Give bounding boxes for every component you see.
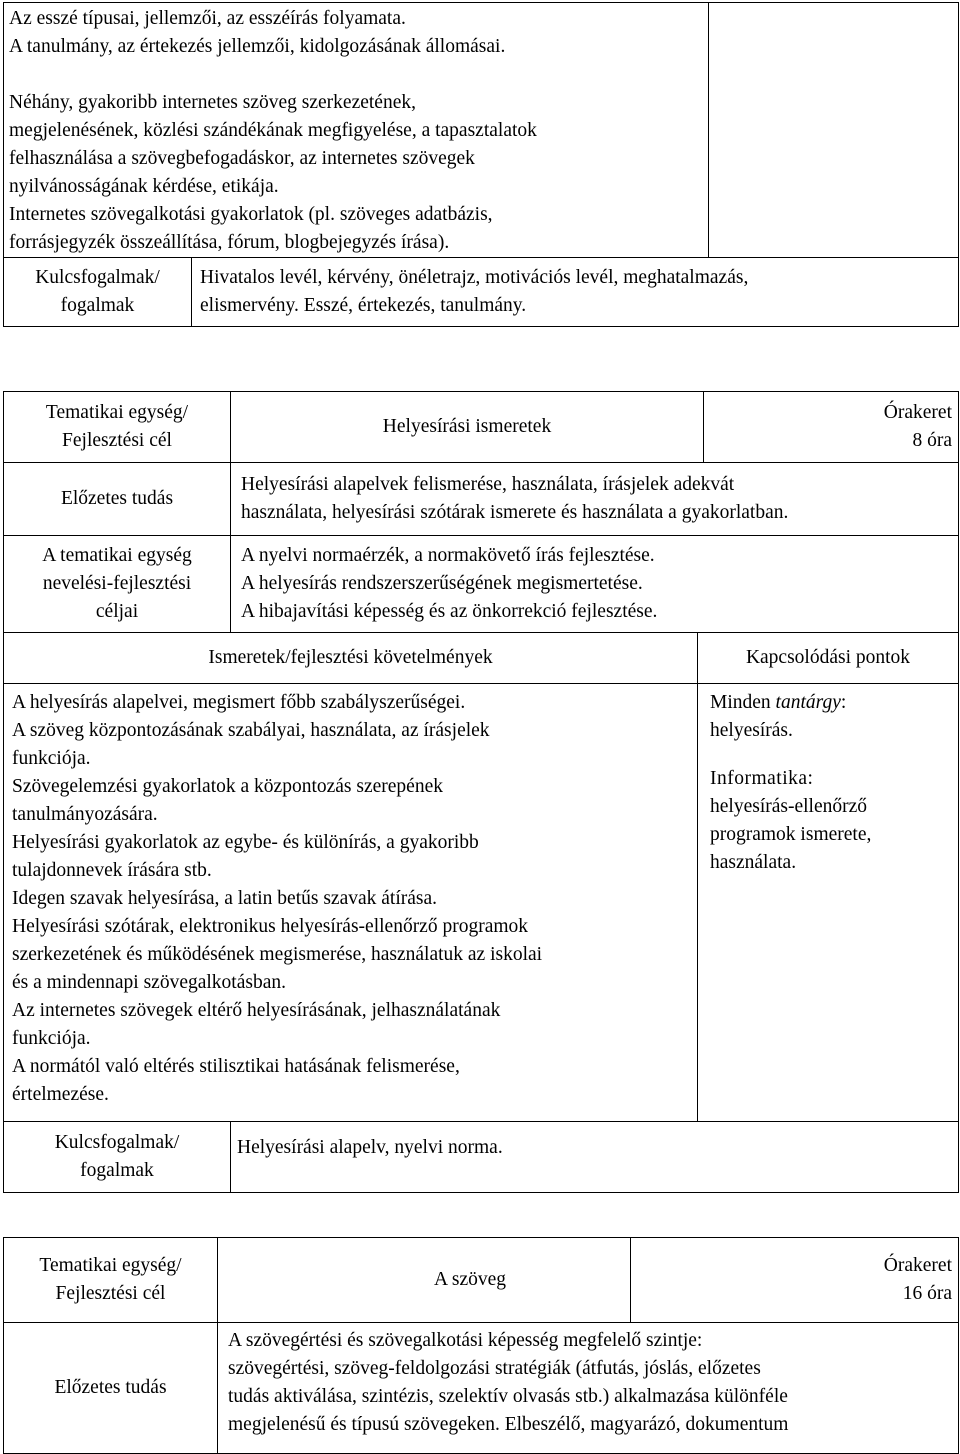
top-line: forrásjegyzék összeállítása, fórum, blogbejegyzés írása). (9, 232, 450, 253)
goals-text: A helyesírás rendszerszerűségének megismertetése. (241, 573, 643, 594)
key-text: Hivatalos levél, kérvény, önéletrajz, motivációs levél, meghatalmazás, (200, 267, 749, 288)
unit1-prior-cell (231, 463, 959, 536)
links-text: Minden (710, 692, 776, 713)
unit1-hours-cell (704, 392, 959, 463)
req-line: tulajdonnevek írására stb. (12, 860, 212, 881)
goals-text: A nyelvi normaérzék, a normakövető írás fejlesztése. (241, 545, 655, 566)
unit-label: Tematikai egység/ (39, 1255, 182, 1276)
prior-text: A szövegértési és szövegalkotási képesség megfelelő szintje: (228, 1330, 703, 1351)
req-line: tanulmányozására. (12, 804, 158, 825)
links-text: : (840, 692, 847, 713)
req-line: szerkezetének és működésének megismerése, használatuk az iskolai (12, 944, 543, 965)
goals-text: A hibajavítási képesség és az önkorrekció fejlesztése. (241, 601, 658, 622)
req-line: Az internetes szövegek eltérő helyesírásának, jelhasználatának (12, 1000, 501, 1021)
req-line: funkciója. (12, 748, 91, 769)
links-header: Kapcsolódási pontok (745, 647, 911, 668)
unit-label: Tematikai egység/ (45, 402, 189, 423)
unit2-label-cell (4, 1238, 218, 1323)
top-line: nyilvánosságának kérdése, etikája. (9, 176, 279, 197)
unit2-title-cell (218, 1238, 631, 1323)
req-line: A helyesírás alapelvei, megismert főbb szabályszerűségei. (12, 692, 466, 713)
unit1-key-label-cell (4, 1122, 231, 1193)
req-line: és a mindennapi szövegalkotásban. (12, 972, 286, 993)
hours-label: Órakeret (883, 402, 952, 423)
req-line: A szöveg központozásának szabályai, használata, az írásjelek (12, 720, 490, 741)
unit2-hours-cell (631, 1238, 959, 1323)
goals-label: nevelési-fejlesztési (42, 573, 192, 594)
top-line: Internetes szövegalkotási gyakorlatok (pl. szöveges adatbázis, (9, 204, 493, 225)
top-line: felhasználása a szövegbefogadáskor, az internetes szövegek (9, 148, 475, 169)
key-label: fogalmak (60, 295, 135, 316)
links-content-cell (698, 684, 959, 1122)
unit2-prior-cell (218, 1323, 959, 1454)
unit1-goals-label-cell (4, 536, 231, 633)
prior-text: tudás aktiválása, szintézis, szelektív olvasás stb.) alkalmazása különféle (228, 1386, 788, 1407)
key-label: Kulcsfogalmak/ (54, 1132, 180, 1153)
unit2-prior-label-cell (4, 1323, 218, 1454)
unit-title: A szöveg (433, 1269, 507, 1290)
top-line: Az esszé típusai, jellemzői, az esszéírás folyamata. (9, 8, 406, 29)
key-label: Kulcsfogalmak/ (35, 267, 160, 288)
links-line (710, 689, 950, 717)
top-line: megjelenésének, közlési szándékának megfigyelése, a tapasztalatok (9, 120, 537, 141)
hours-label: Órakeret (883, 1255, 952, 1276)
req-header: Ismeretek/fejlesztési követelmények (208, 647, 493, 668)
top-line: Néhány, gyakoribb internetes szöveg szerkezetének, (9, 92, 416, 113)
req-line: értelmezése. (12, 1084, 109, 1105)
req-line: Idegen szavak helyesírása, a latin betűs szavak átírása. (12, 888, 438, 909)
req-line: Szövegelemzési gyakorlatok a központozás szerepének (12, 776, 443, 797)
top-content-cell (4, 3, 709, 258)
hours-value: 16 óra (902, 1283, 952, 1304)
top-key-label-cell (4, 258, 192, 327)
links-line: Informatika: (710, 768, 814, 789)
unit1-prior-label-cell (4, 463, 231, 536)
key-text: elismervény. Esszé, értekezés, tanulmány. (200, 295, 527, 316)
unit-label: Fejlesztési cél (62, 430, 172, 451)
goals-label: A tematikai egység (42, 545, 192, 566)
unit2-table (3, 1237, 959, 1454)
unit1-goals-cell (231, 536, 959, 633)
req-line: A normától való eltérés stilisztikai hatásának felismerése, (12, 1056, 460, 1077)
prior-text: Helyesírási alapelvek felismerése, használata, írásjelek adekvát (241, 474, 735, 495)
top-table (3, 2, 959, 327)
links-line: helyesírás-ellenőrző (710, 796, 868, 817)
links-spacer (710, 745, 950, 765)
links-subject: tantárgy (775, 692, 841, 713)
links-line: programok ismerete, (710, 824, 872, 845)
req-line: Helyesírási szótárak, elektronikus helyesírás-ellenőrző programok (12, 916, 529, 937)
unit1-label-cell (4, 392, 231, 463)
top-line: A tanulmány, az értekezés jellemzői, kidolgozásának állomásai. (9, 36, 506, 57)
unit1-title-cell (231, 392, 704, 463)
prior-text: használata, helyesírási szótárak ismerete és használata a gyakorlatban. (241, 502, 789, 523)
req-content-cell (4, 684, 698, 1122)
links-line: helyesírás. (710, 720, 793, 741)
prior-label: Előzetes tudás (60, 488, 174, 509)
goals-label: céljai (95, 601, 139, 622)
top-links-cell (709, 3, 959, 258)
req-header-cell (4, 633, 698, 684)
links-header-cell (698, 633, 959, 684)
top-key-text-cell (192, 258, 959, 327)
top-line-spacer (9, 61, 700, 89)
req-line: funkciója. (12, 1028, 91, 1049)
unit-label: Fejlesztési cél (55, 1283, 166, 1304)
req-line: Helyesírási gyakorlatok az egybe- és különírás, a gyakoribb (12, 832, 479, 853)
prior-text: megjelenésű és típusú szövegeken. Elbeszélő, magyarázó, dokumentum (228, 1414, 789, 1435)
key-text: Helyesírási alapelv, nyelvi norma. (237, 1137, 503, 1158)
key-label: fogalmak (80, 1160, 154, 1181)
unit1-table (3, 391, 959, 1193)
links-line: használata. (710, 852, 797, 873)
unit-title: Helyesírási ismeretek (382, 416, 552, 437)
hours-value: 8 óra (912, 430, 952, 451)
prior-text: szövegértési, szöveg-feldolgozási stratégiák (átfutás, jóslás, előzetes (228, 1358, 761, 1379)
unit1-key-text-cell (231, 1122, 959, 1193)
prior-label: Előzetes tudás (54, 1377, 167, 1398)
